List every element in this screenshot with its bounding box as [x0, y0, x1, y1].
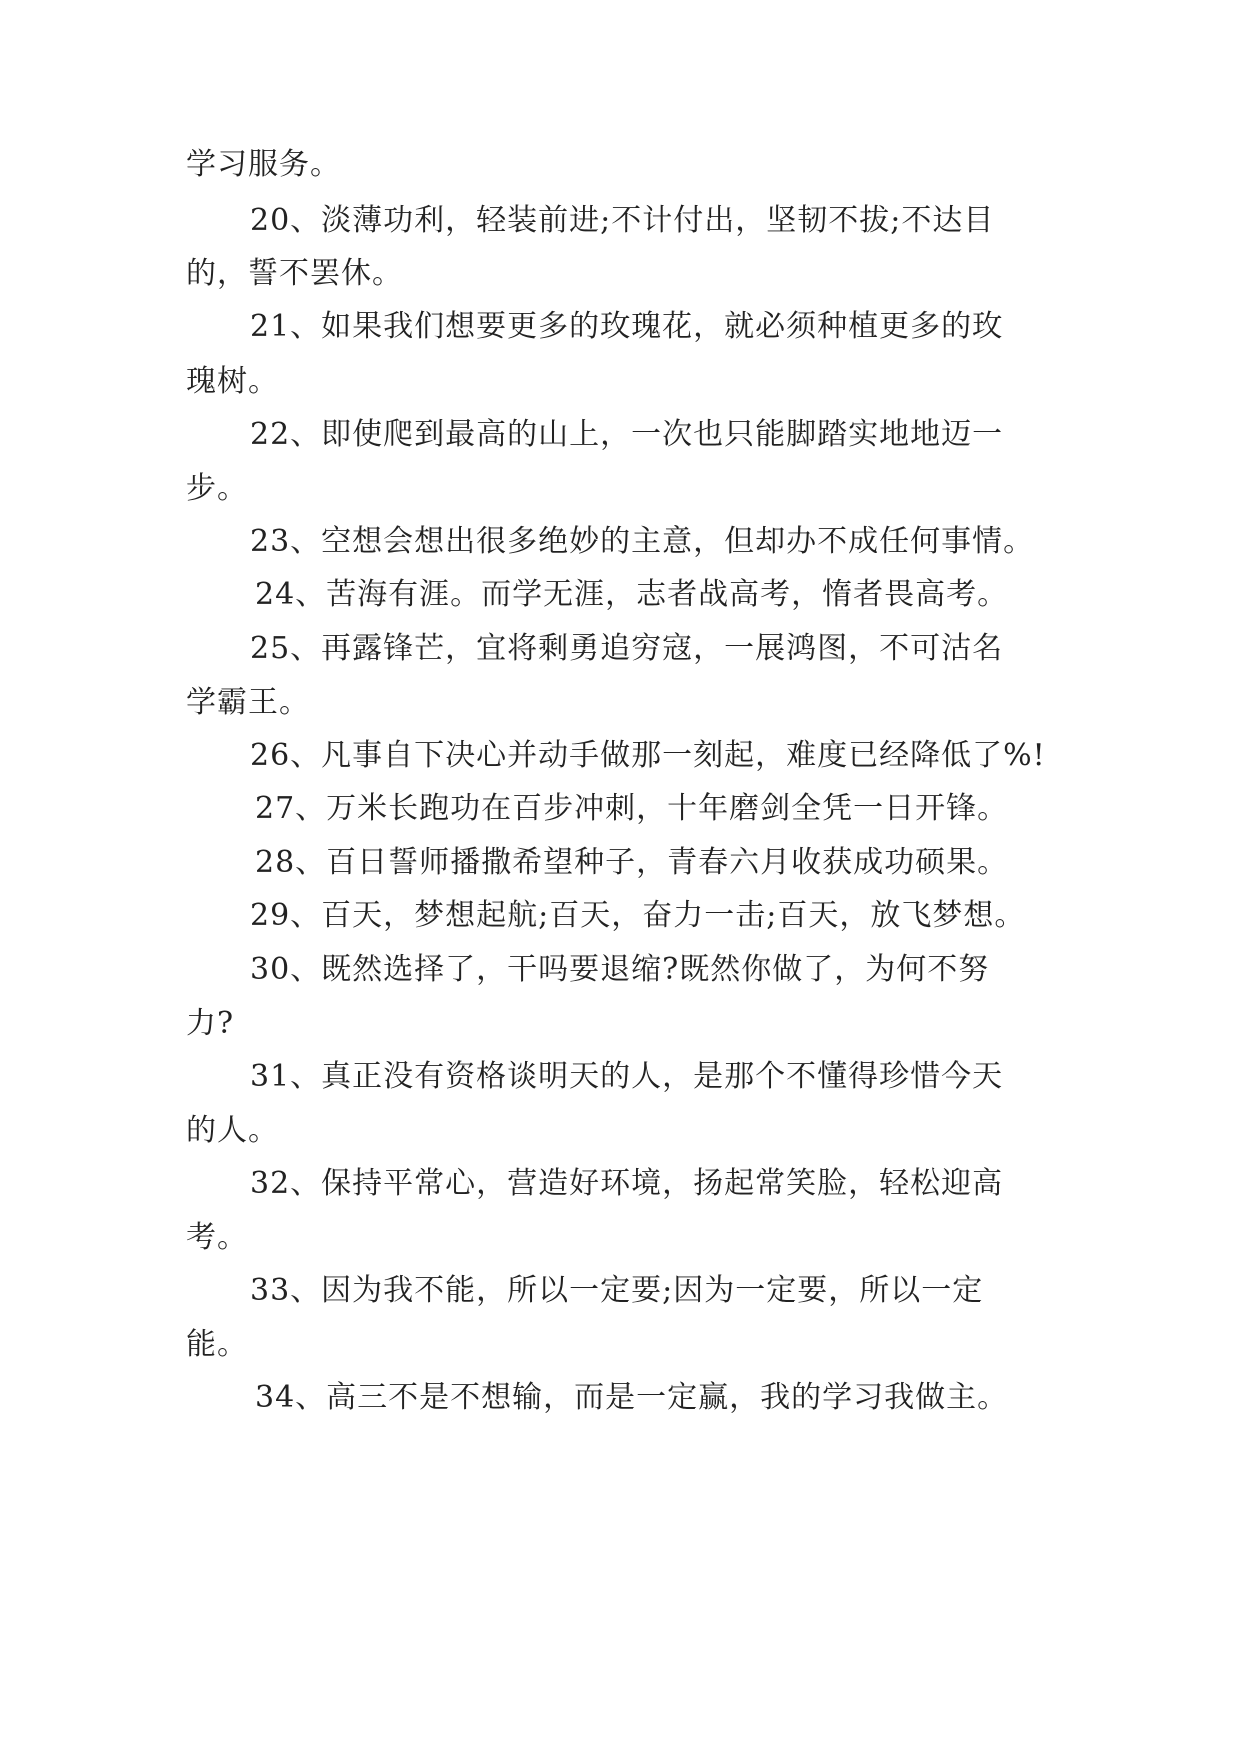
paragraph-line: 26、凡事自下决心并动手做那一刻起，难度已经降低了%! — [250, 738, 1046, 773]
paragraph-line: 28、百日誓师播撒希望种子，青春六月收获成功硕果。 — [255, 845, 1009, 880]
paragraph-line: 的人。 — [186, 1113, 279, 1148]
paragraph-line: 31、真正没有资格谈明天的人，是那个不懂得珍惜今天 — [250, 1059, 1004, 1094]
paragraph-line: 29、百天，梦想起航;百天，奋力一击;百天，放飞梦想。 — [250, 898, 1026, 933]
paragraph-line: 瑰树。 — [186, 364, 279, 399]
paragraph-line: 学霸王。 — [186, 685, 310, 720]
paragraph-line: 21、如果我们想要更多的玫瑰花，就必须种植更多的玫 — [250, 309, 1004, 344]
paragraph-line: 考。 — [186, 1220, 248, 1255]
paragraph-line: 33、因为我不能，所以一定要;因为一定要，所以一定 — [250, 1273, 984, 1308]
paragraph-line: 24、苦海有涯。而学无涯，志者战高考，惰者畏高考。 — [255, 577, 1009, 612]
paragraph-line: 步。 — [186, 471, 248, 506]
paragraph-line: 27、万米长跑功在百步冲刺，十年磨剑全凭一日开锋。 — [255, 791, 1009, 826]
paragraph-line: 25、再露锋芒，宜将剩勇追穷寇，一展鸿图，不可沽名 — [250, 631, 1004, 666]
paragraph-line: 34、高三不是不想输，而是一定赢，我的学习我做主。 — [255, 1380, 1009, 1415]
paragraph-line: 学习服务。 — [186, 147, 341, 182]
paragraph-line: 23、空想会想出很多绝妙的主意，但却办不成任何事情。 — [250, 524, 1035, 559]
paragraph-line: 的，誓不罢休。 — [186, 256, 403, 291]
paragraph-line: 力? — [186, 1006, 235, 1041]
paragraph-line: 20、淡薄功利，轻装前进;不计付出，坚韧不拔;不达目 — [250, 203, 995, 238]
paragraph-line: 30、既然选择了，干吗要退缩?既然你做了，为何不努 — [250, 952, 990, 987]
paragraph-line: 32、保持平常心，营造好环境，扬起常笑脸，轻松迎高 — [250, 1166, 1004, 1201]
paragraph-line: 能。 — [186, 1327, 248, 1362]
paragraph-line: 22、即使爬到最高的山上，一次也只能脚踏实地地迈一 — [250, 417, 1004, 452]
